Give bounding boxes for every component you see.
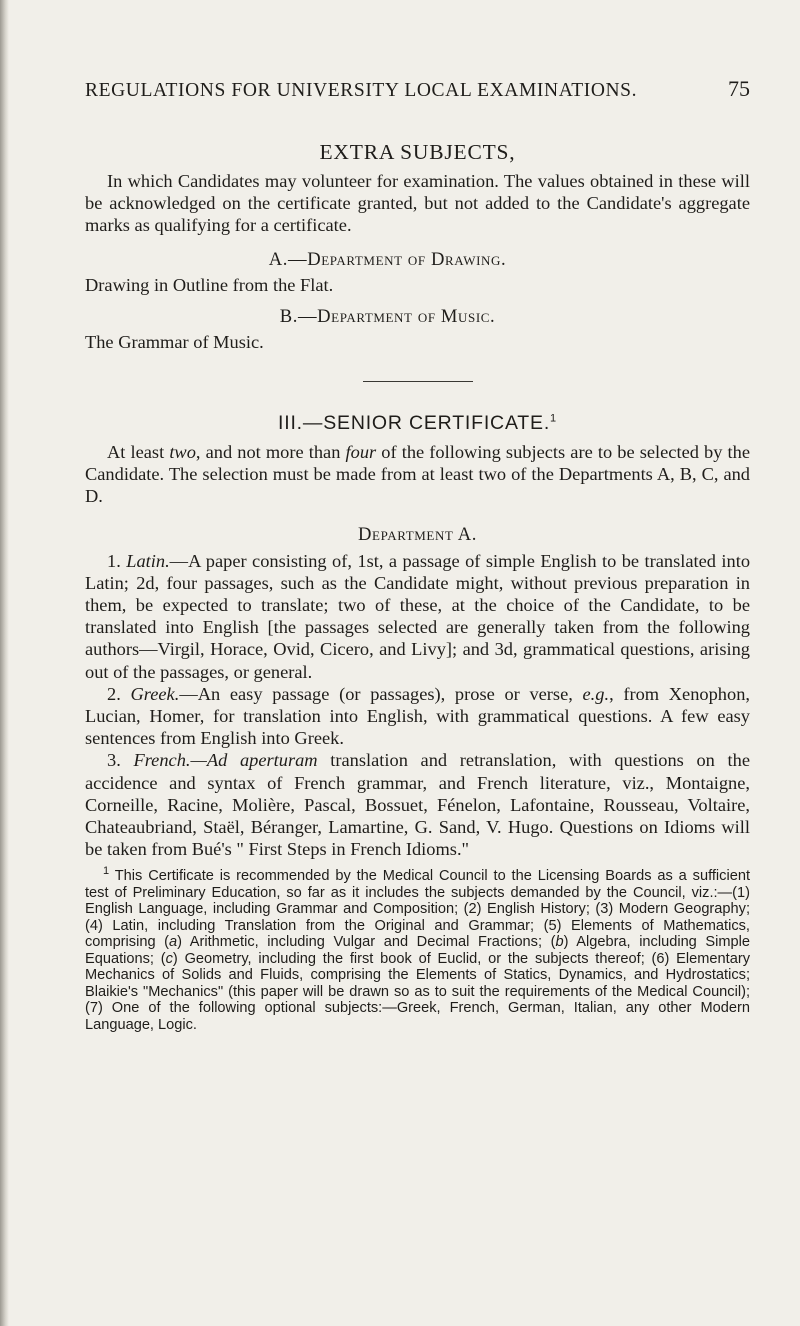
senior-intro-part-1: At least: [107, 442, 170, 463]
footnote: [85, 865, 750, 1033]
subject-eg: e.g.: [582, 683, 610, 704]
subject-number: 1.: [107, 550, 127, 571]
subject-number: 3.: [107, 750, 134, 771]
book-gutter-edge: [0, 0, 9, 1326]
book-page: [85, 76, 750, 1033]
section-divider: [363, 381, 473, 382]
extra-subjects-title: EXTRA SUBJECTS,: [319, 140, 516, 164]
footnote-marker: 1: [103, 865, 110, 878]
dept-music-heading: B.—Department of Music.: [279, 305, 496, 327]
senior-intro-two: two: [169, 442, 196, 463]
extra-subjects-intro: In which Candidates may volunteer for examination. The values obtained in these will be acknowledged on the certificate granted, but not added to the Candidate's aggregate marks as qualifying for a certificate.: [85, 171, 750, 236]
subject-text: —An easy passage (or passages), prose or verse,: [179, 683, 583, 704]
senior-heading-text: III.—SENIOR CERTIFICATE.: [278, 412, 551, 435]
footnote-letter: a: [169, 934, 178, 951]
senior-certificate-heading: [85, 412, 750, 435]
footnote-letter: b: [555, 934, 564, 951]
dept-music-item: The Grammar of Music.: [85, 331, 264, 352]
footnote-text: [85, 865, 750, 1033]
footnote-part: ) Algebra, including Simple Equations; (: [85, 934, 750, 967]
senior-intro: [85, 441, 750, 508]
senior-intro-four: four: [345, 442, 377, 463]
senior-intro-part-3: of the following subjects are to be selected by the Candidate. The selection must be made from at least two of the Departments A, B, C, and D.: [85, 442, 750, 507]
page-number: 75: [728, 76, 750, 101]
running-title: REGULATIONS FOR UNIVERSITY LOCAL EXAMINATIONS.: [85, 80, 638, 101]
subject-number: 2.: [107, 683, 131, 704]
footnote-part: ) Arithmetic, including Vulgar and Decimal Fractions; (: [177, 934, 556, 951]
subject-name: Greek.: [130, 683, 180, 704]
footnote-part: This Certificate is recommended by the Medical Council to the Licensing Boards as a sufficient test of Preliminary Education, so far as it includes the subjects demanded by the Council, viz.:—(1) English Language, including Grammar and Composition; (2) English History; (3) Modern Geography; (4) Latin, including Translation from the Original and Grammar; (5) Elements of Mathematics, comprising (: [85, 868, 750, 951]
subject-name: French.—Ad aperturam: [133, 750, 318, 771]
running-header: [85, 76, 750, 102]
dept-drawing-item: Drawing in Outline from the Flat.: [85, 274, 334, 295]
subject-greek: [85, 683, 750, 750]
footnote-part: ) Geometry, including the first book of Euclid, or the subjects thereof; (6) Elementary Mechanics of Solids and Fluids, comprising the Elements of Statics, Dynamics, and Hydrostatics; Blaikie's "Mechanics" (this paper will be drawn so as to suit the requirements of the Medical Council); (7) One of the following optional subjects:—Greek, French, German, Italian, any other Modern Language, Logic.: [85, 950, 750, 1033]
department-a-heading: Department A.: [358, 523, 477, 545]
footnote-reference: 1: [550, 412, 557, 425]
footnote-letter: c: [165, 950, 173, 967]
subject-text: translation and retranslation, with questions on the accidence and syntax of French grammar, and French literature, viz., Montaigne, Corneille, Racine, Molière, Pascal, Bossuet, Fénelon, Lafontaine, Rousseau, Voltaire, Chateaubriand, Staël, Béranger, Lamartine, G. Sand, V. Hugo. Questions on Idioms will be taken from Bué's " First Steps in French Idioms.": [85, 750, 750, 860]
subject-latin: [85, 550, 750, 683]
subject-name: Latin.: [126, 550, 170, 571]
dept-drawing-heading: A.—Department of Drawing.: [268, 248, 507, 270]
subject-text: —A paper consisting of, 1st, a passage of simple English to be translated into Latin; 2d, four passages, such as the Candidate might, without previous preparation in them, be expected to translate; two of these, at the choice of the Candidate, to be translated into English [the passages selected are generally taken from the following authors—Virgil, Horace, Ovid, Cicero, and Livy]; and 3d, grammatical questions, arising out of the passages, or general.: [85, 550, 751, 682]
senior-intro-part-2: , and not more than: [195, 442, 346, 463]
subject-text: , from Xenophon, Lucian, Homer, for translation into English, with grammatical questions. A few easy sentences from English into Greek.: [85, 683, 750, 749]
subject-french: [85, 749, 750, 860]
